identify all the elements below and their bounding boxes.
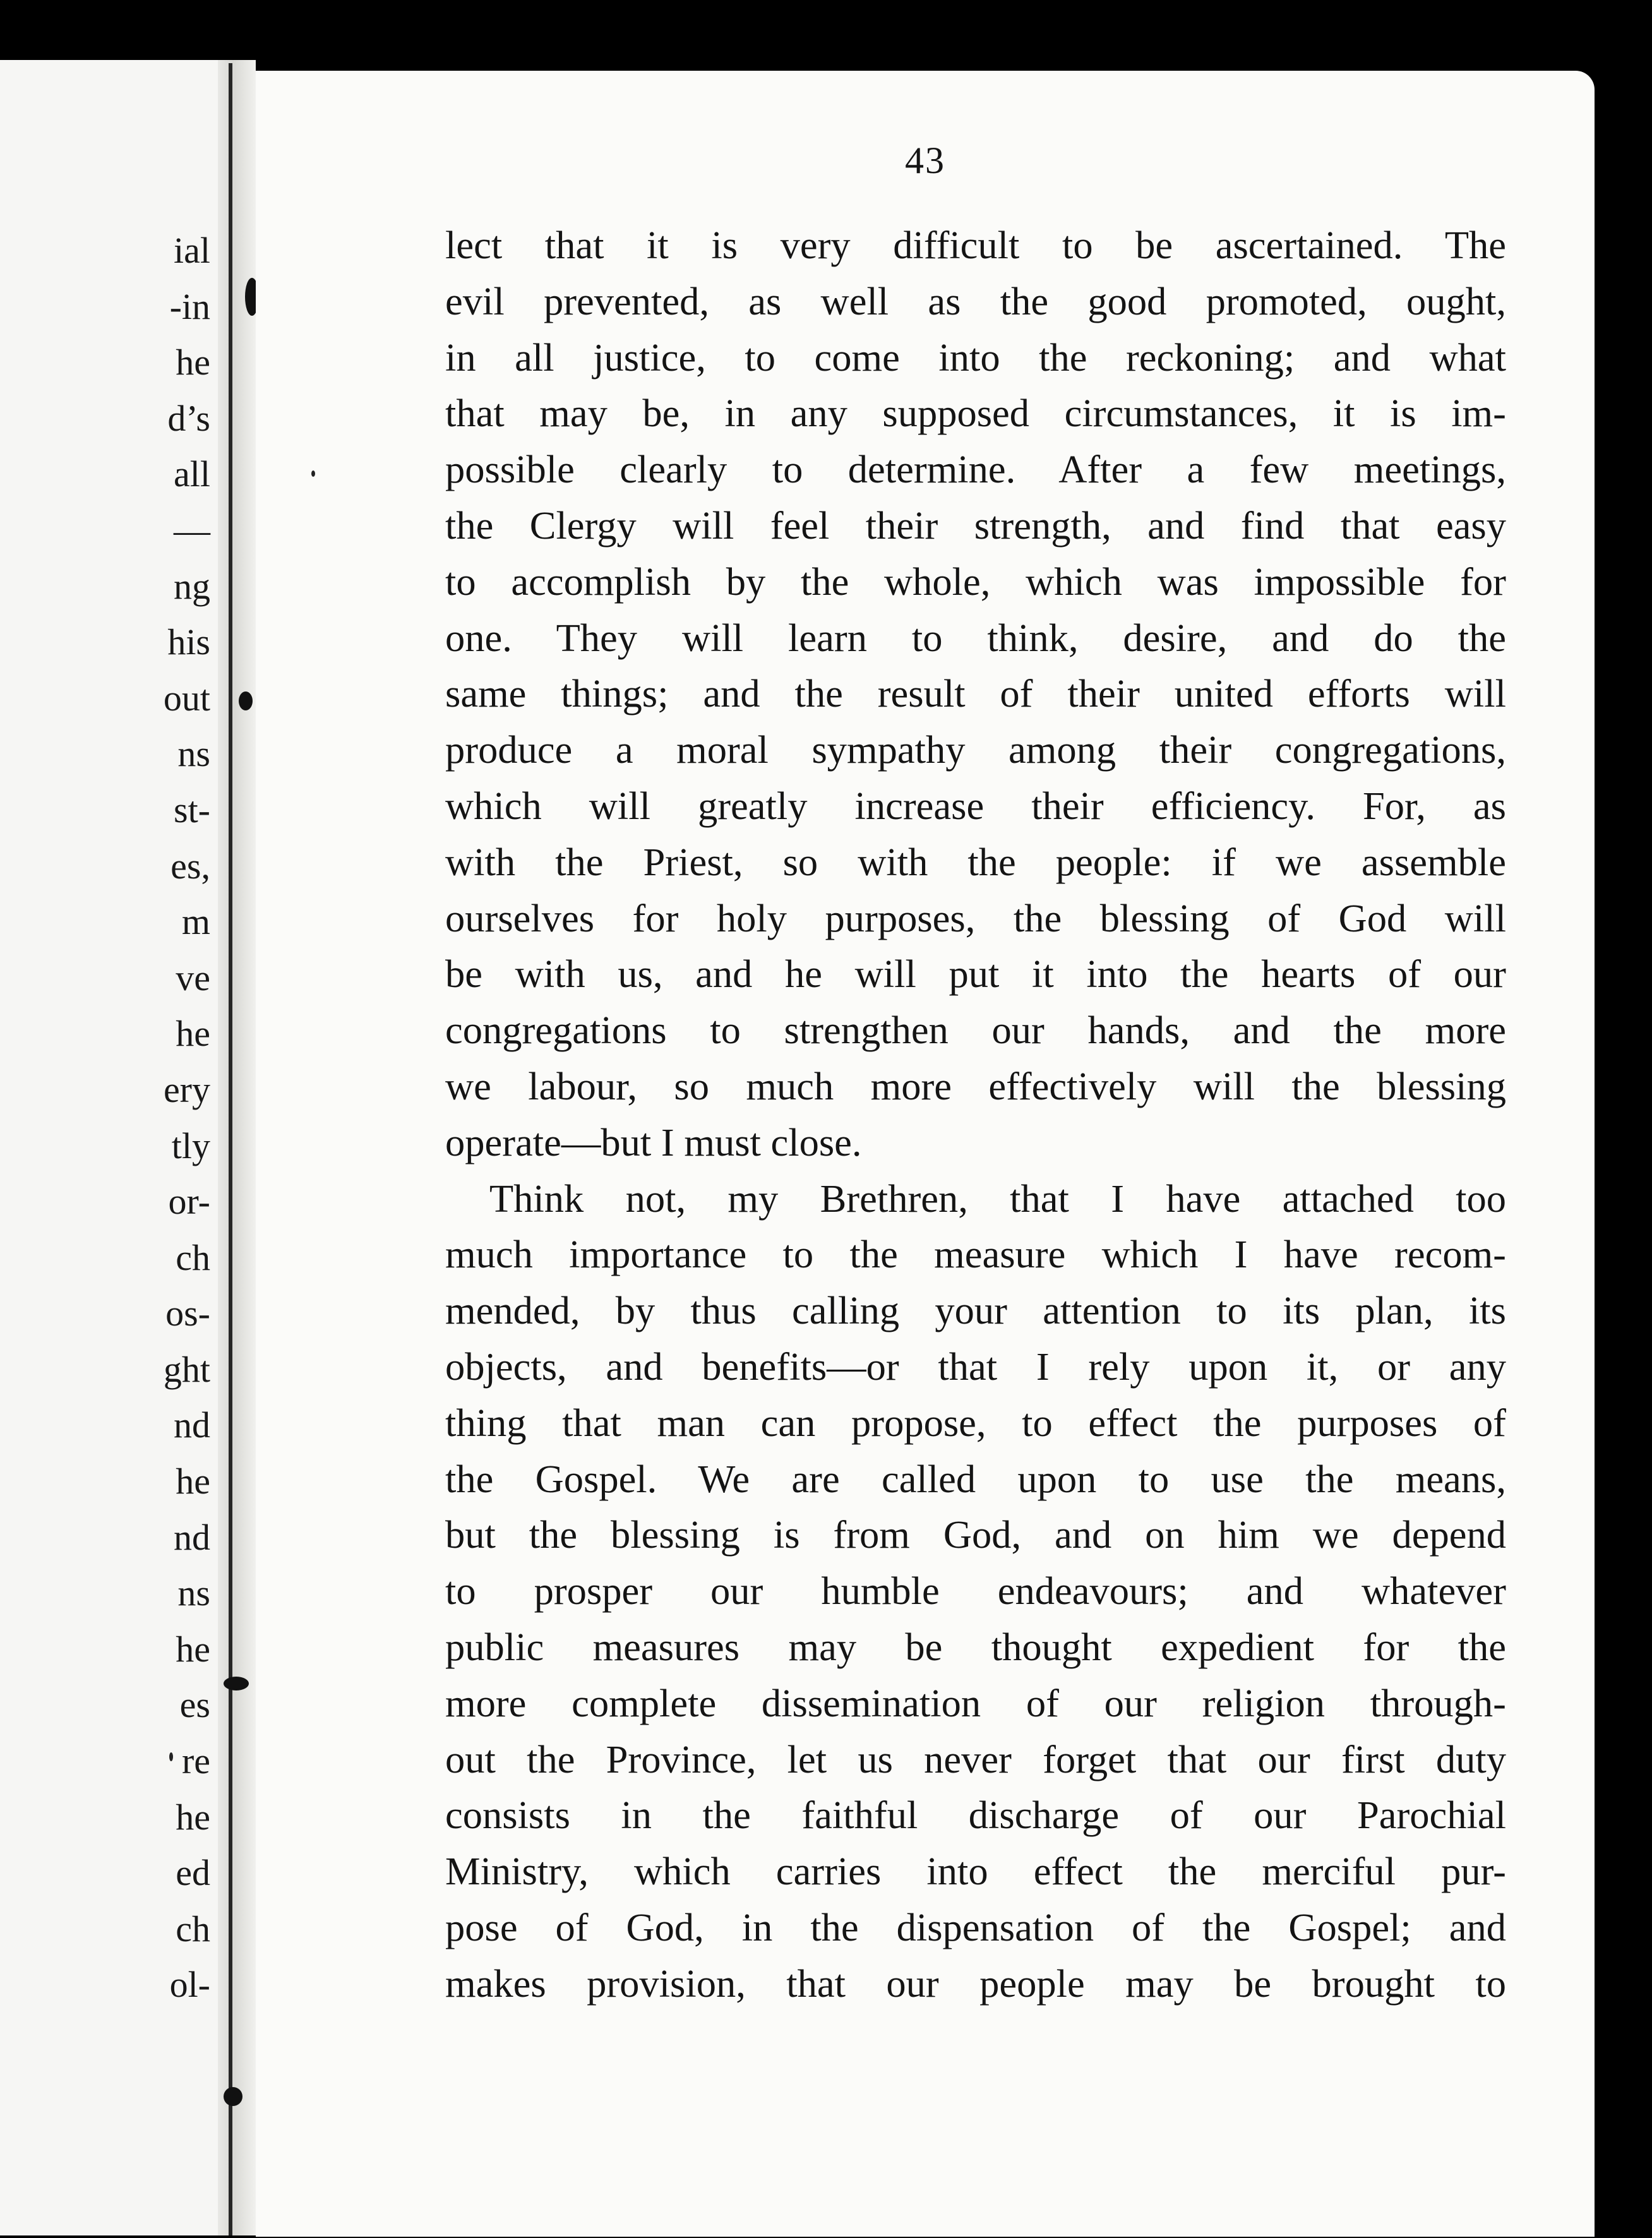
line-ending: he <box>176 1013 210 1055</box>
text-line: to prosper our humble endeavours; and whatever <box>445 1569 1506 1613</box>
text-line: Ministry, which carries into effect the merciful pur- <box>445 1849 1506 1894</box>
text-line: congregations to strengthen our hands, and the more <box>445 1008 1506 1053</box>
text-line: produce a moral sympathy among their congregations, <box>445 727 1506 772</box>
text-line: with the Priest, so with the people: if we assemble <box>445 839 1506 884</box>
line-ending: ng <box>174 565 210 607</box>
page-spine-line <box>229 63 232 2235</box>
page-number: 43 <box>905 140 945 181</box>
line-ending: ght <box>163 1348 210 1390</box>
text-line: that may be, in any supposed circumstances, it is im- <box>445 391 1506 436</box>
line-ending: st- <box>174 789 210 830</box>
text-line: much importance to the measure which I have recom- <box>445 1232 1506 1277</box>
text-line: evil prevented, as well as the good promoted, ought, <box>445 278 1506 323</box>
line-ending: he <box>176 342 210 383</box>
text-line: be with us, and he will put it into the hearts of our <box>445 952 1506 996</box>
line-ending: nd <box>174 1404 210 1446</box>
line-ending: — <box>174 509 210 551</box>
text-line: the Gospel. We are called upon to use the means, <box>445 1456 1506 1501</box>
binding-stitch-mark <box>239 691 253 710</box>
text-line: ourselves for holy purposes, the blessing of God will <box>445 895 1506 940</box>
line-ending: he <box>176 1461 210 1502</box>
book-gutter <box>218 60 256 2235</box>
text-line: thing that man can propose, to effect the purposes of <box>445 1400 1506 1445</box>
text-line: out the Province, let us never forget that our first duty <box>445 1737 1506 1781</box>
line-ending: os- <box>165 1293 210 1334</box>
text-line: public measures may be thought expedient for the <box>445 1624 1506 1669</box>
line-ending: ery <box>163 1068 210 1110</box>
line-ending: out <box>163 677 210 719</box>
line-ending: ial <box>174 230 210 271</box>
scan-speck <box>311 470 315 477</box>
text-line: mended, by thus calling your attention to its plan, its <box>445 1288 1506 1333</box>
line-ending: ve <box>176 957 210 998</box>
text-line: one. They will learn to think, desire, and do the <box>445 615 1506 660</box>
paragraph-start-line: Think not, my Brethren, that I have attached too <box>489 1176 1506 1221</box>
text-line: same things; and the result of their united efforts will <box>445 671 1506 716</box>
line-ending: -in <box>169 285 210 327</box>
line-ending: d’s <box>167 397 210 439</box>
previous-page-line-endings <box>0 223 210 2013</box>
line-ending: ch <box>176 1236 210 1278</box>
text-line: but the blessing is from God, and on him we depend <box>445 1512 1506 1557</box>
line-ending: ch <box>176 1908 210 1949</box>
line-ending: ns <box>177 733 210 775</box>
text-line: makes provision, that our people may be brought to <box>445 1961 1506 2006</box>
scan-speck <box>169 1752 173 1761</box>
text-line: pose of God, in the dispensation of the Gospel; and <box>445 1905 1506 1949</box>
paragraph-end-line: operate—but I must close. <box>445 1120 862 1164</box>
line-ending: nd <box>174 1516 210 1558</box>
line-ending: all <box>174 453 210 495</box>
text-line: more complete dissemination of our religion through- <box>445 1680 1506 1725</box>
line-ending: tly <box>171 1125 210 1166</box>
line-ending: his <box>167 621 210 663</box>
text-line: to accomplish by the whole, which was impossible for <box>445 559 1506 604</box>
line-ending: es <box>179 1684 210 1726</box>
text-line: which will greatly increase their efficiency. For, as <box>445 783 1506 828</box>
line-ending: ol- <box>169 1964 210 2006</box>
text-line: consists in the faithful discharge of our Parochial <box>445 1793 1506 1838</box>
text-line: lect that it is very difficult to be ascertained. The <box>445 223 1506 267</box>
text-line: we labour, so much more effectively will the blessing <box>445 1063 1506 1108</box>
line-ending: es, <box>171 845 210 887</box>
line-ending: re <box>181 1740 210 1782</box>
book-page <box>256 71 1595 2237</box>
line-ending: ns <box>177 1572 210 1614</box>
previous-page-edge <box>0 60 218 2235</box>
line-ending: m <box>181 901 210 943</box>
binding-stitch-mark <box>224 2087 242 2106</box>
line-ending: or- <box>168 1181 210 1223</box>
binding-stitch-mark <box>224 1677 249 1690</box>
page-body-text <box>445 217 1506 2012</box>
text-line: possible clearly to determine. After a few meetings, <box>445 447 1506 492</box>
line-ending: he <box>176 1796 210 1838</box>
text-line: objects, and benefits—or that I rely upon it, or any <box>445 1344 1506 1389</box>
line-ending: he <box>176 1628 210 1670</box>
text-line: in all justice, to come into the reckoning; and what <box>445 335 1506 380</box>
line-ending: ed <box>176 1852 210 1894</box>
text-line: the Clergy will feel their strength, and find that easy <box>445 503 1506 548</box>
